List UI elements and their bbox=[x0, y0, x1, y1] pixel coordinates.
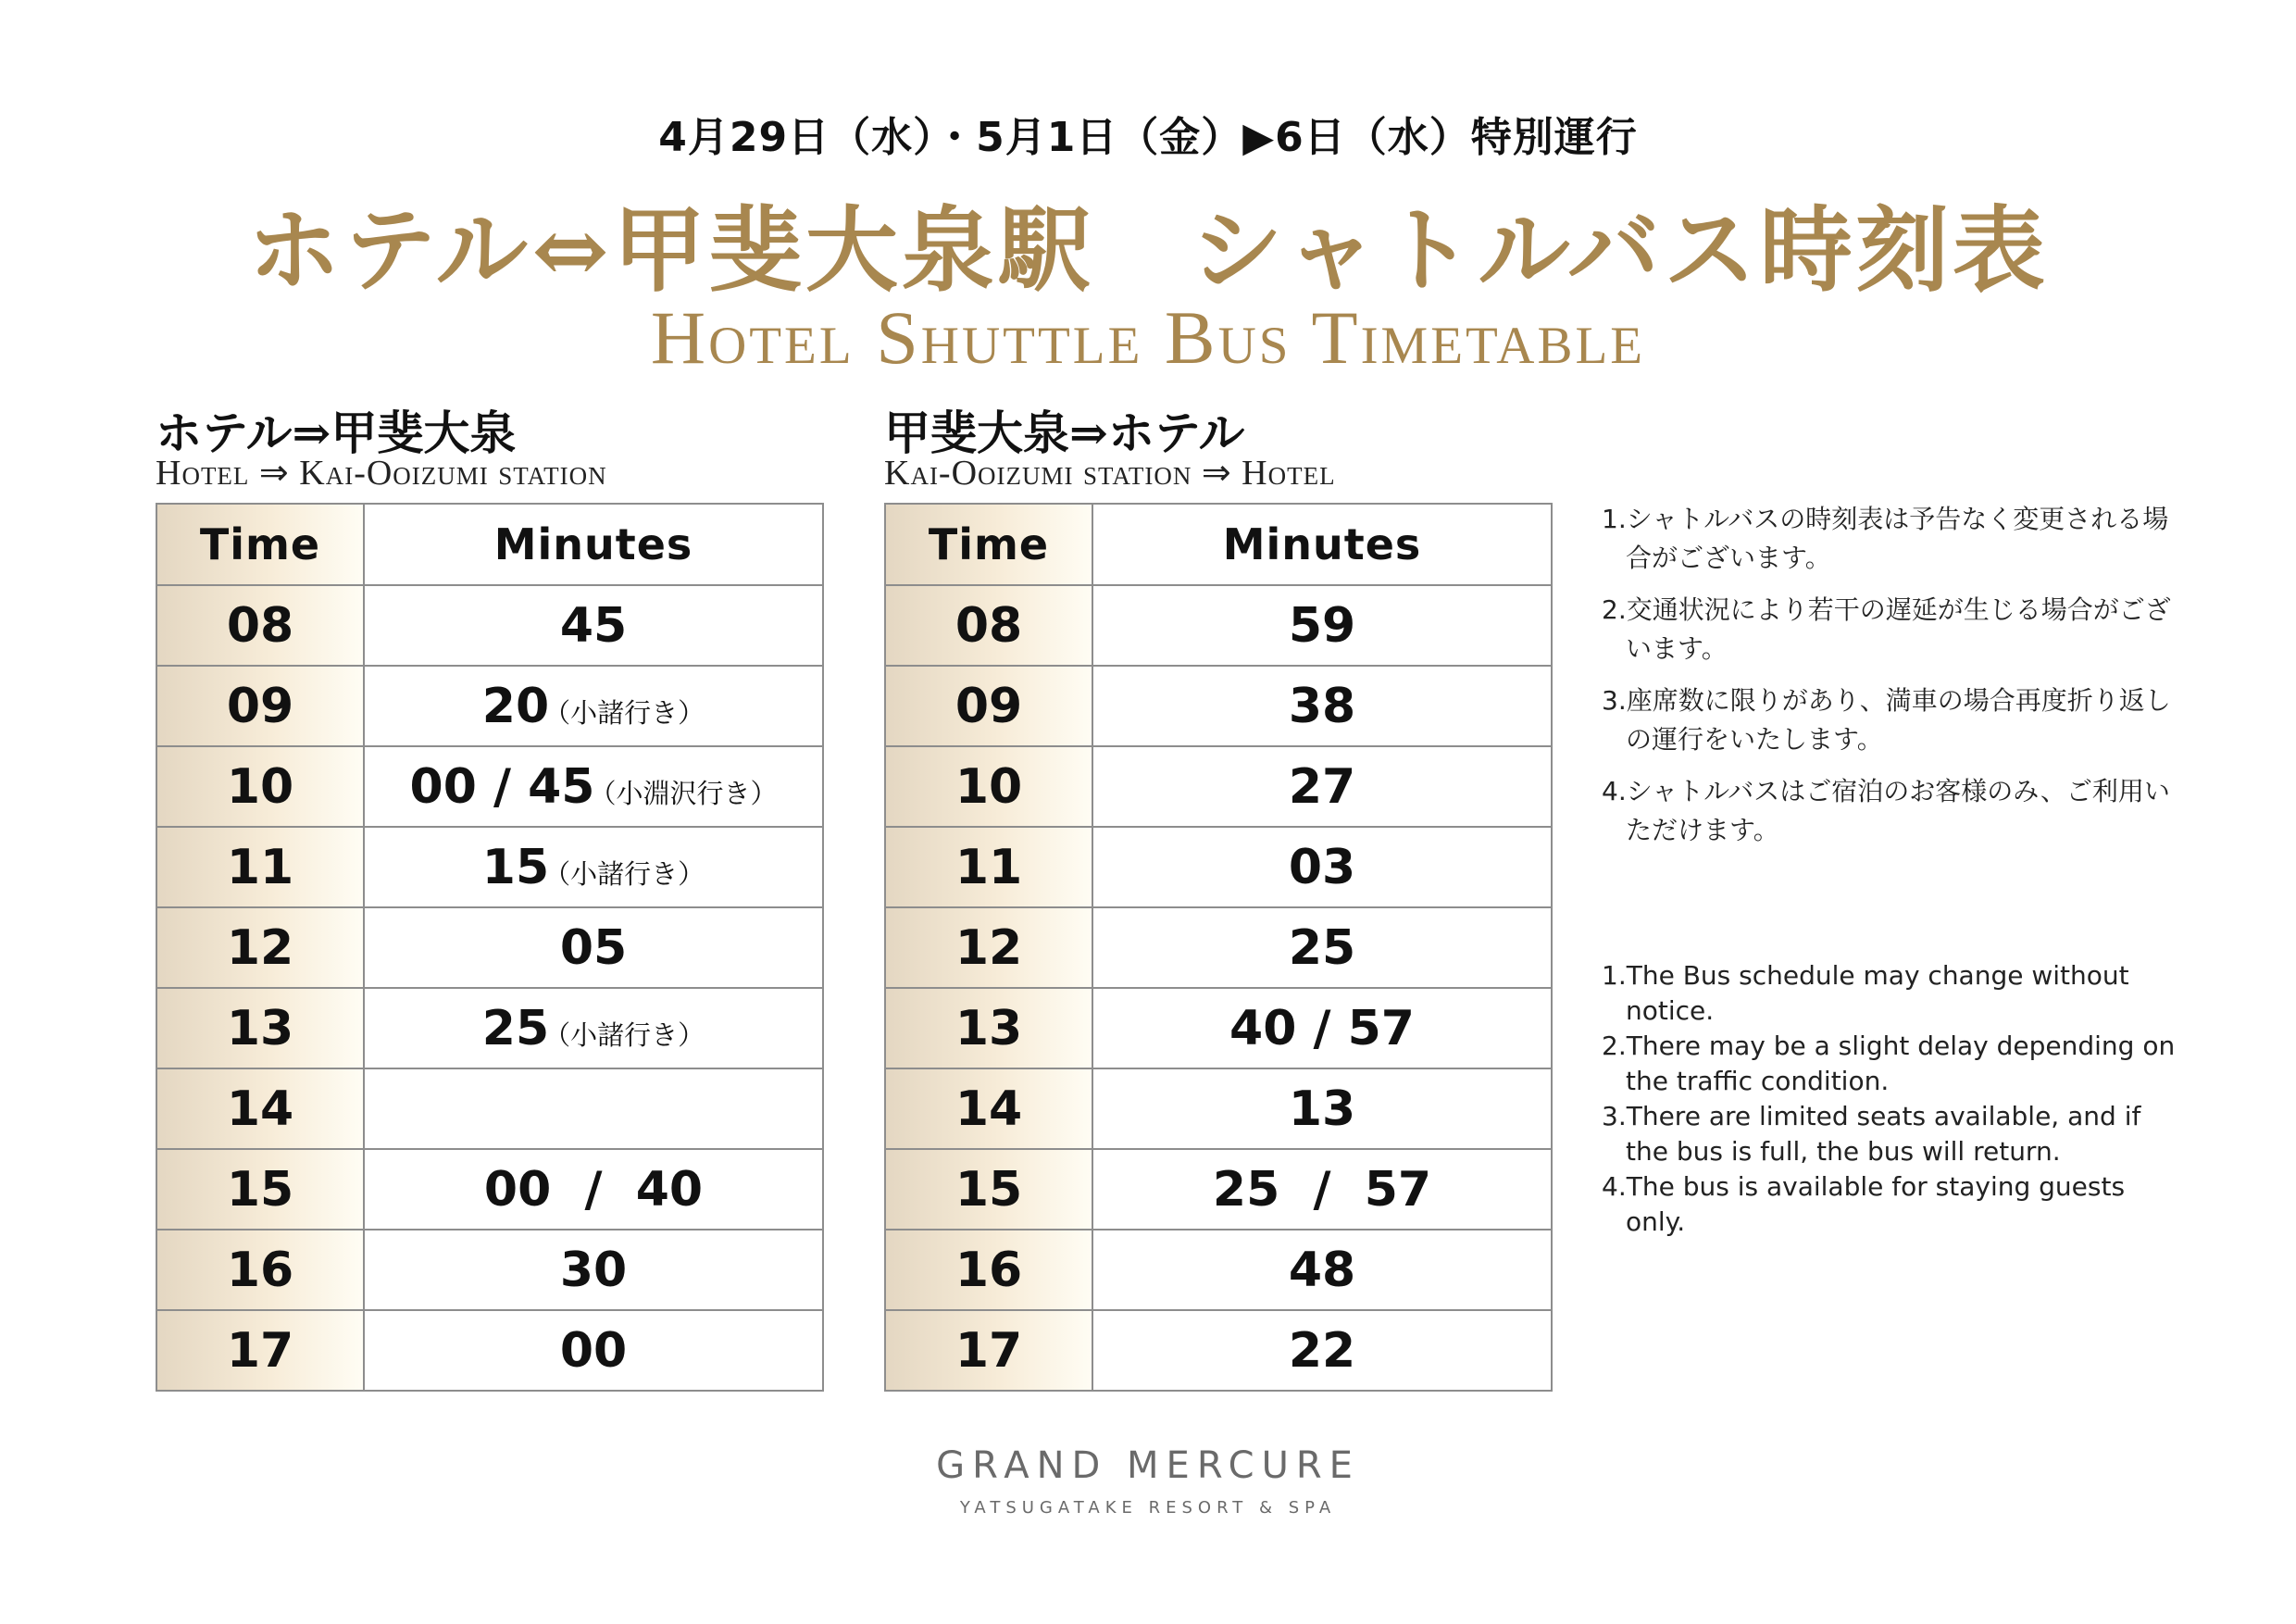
minutes-cell: 13 bbox=[1092, 1068, 1552, 1149]
hour-cell: 11 bbox=[156, 827, 364, 907]
minutes-value: 30 bbox=[559, 1242, 628, 1298]
minutes-cell bbox=[364, 827, 823, 907]
destination-note: （小諸行き） bbox=[543, 857, 705, 890]
brand-logo-text: GRAND MERCURE bbox=[936, 1444, 1360, 1487]
hour-cell: 13 bbox=[156, 988, 364, 1068]
table-row bbox=[885, 1310, 1552, 1391]
note-item: 1.The Bus schedule may change without notice. bbox=[1602, 960, 2129, 1026]
timetable-station-to-hotel bbox=[884, 503, 1553, 1392]
table-row bbox=[156, 827, 823, 907]
table-row bbox=[885, 666, 1552, 746]
minutes-cell bbox=[364, 746, 823, 827]
table-row bbox=[885, 1149, 1552, 1230]
note-item: 2.There may be a slight delay depending on the traffic condition. bbox=[1602, 1031, 2176, 1096]
table-row bbox=[156, 988, 823, 1068]
table-row bbox=[156, 1230, 823, 1310]
left-heading-jp: ホテル⇒甲斐大泉 bbox=[156, 406, 517, 460]
column-header-time: Time bbox=[885, 504, 1092, 585]
table-row bbox=[885, 746, 1552, 827]
minutes-cell bbox=[364, 1230, 823, 1310]
table-row bbox=[885, 1068, 1552, 1149]
minutes-cell: 40 / 57 bbox=[1092, 988, 1552, 1068]
minutes-cell: 27 bbox=[1092, 746, 1552, 827]
hour-cell: 14 bbox=[885, 1068, 1092, 1149]
column-header-time: Time bbox=[156, 504, 364, 585]
minutes-cell: 25 bbox=[1092, 907, 1552, 988]
table-row bbox=[156, 1149, 823, 1230]
minutes-value: 05 bbox=[559, 919, 628, 976]
table-row bbox=[885, 1230, 1552, 1310]
table-row bbox=[156, 1310, 823, 1391]
minutes-cell: 22 bbox=[1092, 1310, 1552, 1391]
table-row bbox=[885, 907, 1552, 988]
minutes-value: 25 bbox=[481, 1000, 550, 1056]
page-title-en: Hotel Shuttle Bus Timetable bbox=[650, 295, 1646, 380]
minutes-cell: 25 / 57 bbox=[1092, 1149, 1552, 1230]
hour-cell: 09 bbox=[885, 666, 1092, 746]
minutes-value: 20 bbox=[481, 678, 550, 734]
minutes-cell bbox=[364, 1068, 823, 1149]
table-header-row bbox=[156, 504, 823, 585]
column-header-minutes: Minutes bbox=[1092, 504, 1552, 585]
hour-cell: 09 bbox=[156, 666, 364, 746]
operation-dates: 4月29日（水）・5月1日（金）▶6日（水）特別運行 bbox=[658, 114, 1638, 161]
minutes-cell: 03 bbox=[1092, 827, 1552, 907]
table-row bbox=[156, 585, 823, 666]
table-row bbox=[885, 827, 1552, 907]
minutes-cell bbox=[364, 1149, 823, 1230]
note-item: 3.There are limited seats available, and if the bus is full, the bus will return. bbox=[1602, 1101, 2141, 1167]
hour-cell: 12 bbox=[156, 907, 364, 988]
table-row bbox=[885, 585, 1552, 666]
hour-cell: 15 bbox=[156, 1149, 364, 1230]
minutes-value: 00 bbox=[559, 1322, 628, 1379]
table-row bbox=[885, 988, 1552, 1068]
notes-english bbox=[1602, 958, 2176, 1240]
right-heading-en: Kai-Ooizumi station ⇒ Hotel bbox=[884, 454, 1336, 493]
hour-cell: 16 bbox=[885, 1230, 1092, 1310]
timetable-hotel-to-station bbox=[156, 503, 824, 1392]
table-row bbox=[156, 907, 823, 988]
destination-note: （小諸行き） bbox=[543, 1018, 705, 1051]
minutes-cell bbox=[364, 666, 823, 746]
table-header-row bbox=[885, 504, 1552, 585]
minutes-cell: 38 bbox=[1092, 666, 1552, 746]
table-row bbox=[156, 746, 823, 827]
destination-note: （小諸行き） bbox=[543, 696, 705, 729]
note-item: 4.シャトルバスはご宿泊のお客様のみ、ご利用いただけます。 bbox=[1602, 776, 2170, 845]
hour-cell: 11 bbox=[885, 827, 1092, 907]
note-item: 4.The bus is available for staying guests only. bbox=[1602, 1171, 2126, 1237]
hour-cell: 16 bbox=[156, 1230, 364, 1310]
hour-cell: 08 bbox=[885, 585, 1092, 666]
hour-cell: 13 bbox=[885, 988, 1092, 1068]
minutes-value: 00 / 45 bbox=[409, 758, 595, 815]
hour-cell: 08 bbox=[156, 585, 364, 666]
minutes-cell bbox=[364, 907, 823, 988]
minutes-cell bbox=[364, 988, 823, 1068]
hour-cell: 14 bbox=[156, 1068, 364, 1149]
page-title-jp: ホテル⇔甲斐大泉駅 シャトルバス時刻表 bbox=[247, 195, 2049, 305]
right-heading-jp: 甲斐大泉⇒ホテル bbox=[884, 406, 1245, 460]
table-row bbox=[156, 666, 823, 746]
minutes-value: 45 bbox=[559, 597, 628, 654]
minutes-cell: 48 bbox=[1092, 1230, 1552, 1310]
table-row bbox=[156, 1068, 823, 1149]
hour-cell: 10 bbox=[885, 746, 1092, 827]
column-header-minutes: Minutes bbox=[364, 504, 823, 585]
minutes-value: 00 / 40 bbox=[483, 1161, 704, 1218]
note-item: 1.シャトルバスの時刻表は予告なく変更される場合がございます。 bbox=[1602, 504, 2169, 573]
hour-cell: 17 bbox=[885, 1310, 1092, 1391]
notes-japanese bbox=[1602, 500, 2176, 863]
note-item: 3.座席数に限りがあり、満車の場合再度折り返しの運行をいたします。 bbox=[1602, 685, 2171, 755]
hour-cell: 12 bbox=[885, 907, 1092, 988]
minutes-cell: 59 bbox=[1092, 585, 1552, 666]
left-heading-en: Hotel ⇒ Kai-Ooizumi station bbox=[156, 454, 607, 493]
minutes-cell bbox=[364, 1310, 823, 1391]
hour-cell: 10 bbox=[156, 746, 364, 827]
minutes-value: 15 bbox=[481, 839, 550, 895]
minutes-cell bbox=[364, 585, 823, 666]
hour-cell: 17 bbox=[156, 1310, 364, 1391]
note-item: 2.交通状況により若干の遅延が生じる場合がございます。 bbox=[1602, 594, 2171, 664]
destination-note: （小淵沢行き） bbox=[589, 777, 778, 809]
brand-subtitle: YATSUGATAKE RESORT & SPA bbox=[959, 1498, 1337, 1518]
hour-cell: 15 bbox=[885, 1149, 1092, 1230]
